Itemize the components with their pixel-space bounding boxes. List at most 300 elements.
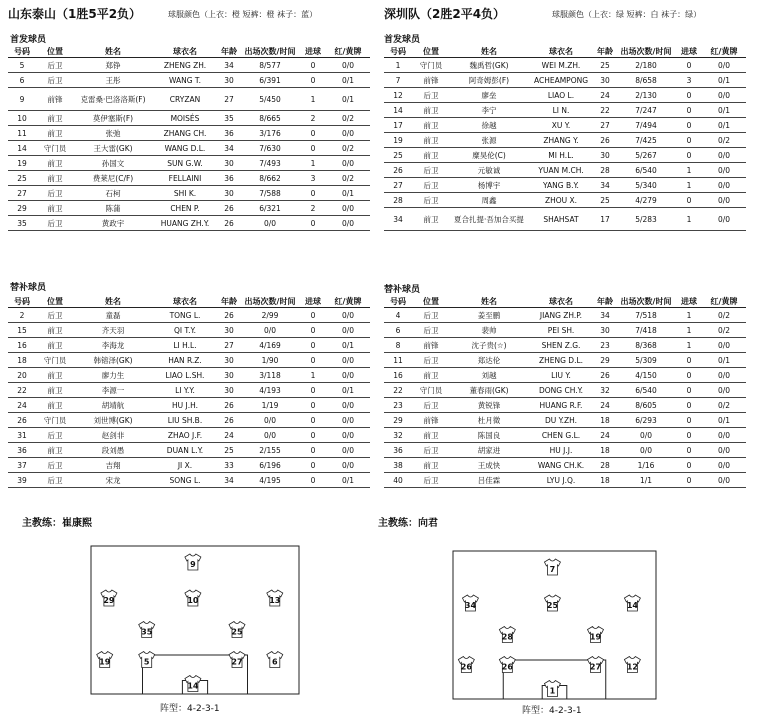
player-number: 28 [501, 632, 513, 642]
table-cell: 0 [676, 413, 702, 428]
table-cell: 1 [676, 163, 702, 178]
player-shirt-icon [267, 590, 283, 606]
column-header: 姓名 [74, 46, 152, 58]
column-header: 位置 [412, 46, 450, 58]
table-cell: 30 [218, 73, 240, 88]
table-row [8, 186, 370, 201]
table-cell: FELLAINI [152, 171, 218, 186]
player-number: 29 [103, 596, 115, 605]
table-cell: 7/588 [240, 186, 300, 201]
table-cell: 后卫 [412, 353, 450, 368]
table-cell: 沈子贵(☆) [450, 338, 528, 353]
right-starters-header-row [384, 46, 746, 58]
table-cell: 董春雨(GK) [450, 383, 528, 398]
column-header: 出场次数/时间 [240, 46, 300, 58]
player-number: 12 [626, 662, 638, 672]
table-cell: 25 [8, 171, 36, 186]
table-cell: ACHEAMPONG [528, 73, 594, 88]
table-cell: 7/518 [616, 308, 676, 323]
table-cell: 0/2 [702, 133, 746, 148]
table-cell: 前锋 [36, 88, 74, 111]
table-cell: 25 [594, 193, 616, 208]
table-cell: 5/450 [240, 88, 300, 111]
table-cell: 26 [384, 163, 412, 178]
table-cell: 6/321 [240, 201, 300, 216]
table-cell: 后卫 [36, 58, 74, 73]
table-cell: 0/1 [702, 118, 746, 133]
table-cell: 0/0 [326, 353, 370, 368]
column-header: 球衣名 [528, 46, 594, 58]
table-cell: 后卫 [412, 398, 450, 413]
table-cell: 0/0 [326, 308, 370, 323]
table-row [8, 88, 370, 111]
table-cell: QI T.Y. [152, 323, 218, 338]
table-cell: 韩镕泽(GK) [74, 353, 152, 368]
table-cell: 莫伊塞斯(F) [74, 111, 152, 126]
column-header: 红/黄牌 [326, 46, 370, 58]
player-shirt-icon [544, 595, 560, 611]
table-cell: 0/0 [702, 58, 746, 73]
table-cell: HUANG ZH.Y. [152, 216, 218, 231]
table-cell: 24 [594, 428, 616, 443]
table-cell: 0 [676, 133, 702, 148]
table-cell: 30 [218, 383, 240, 398]
table-cell: 5 [8, 58, 36, 73]
right-starters-table [384, 46, 746, 231]
table-row [384, 58, 746, 73]
right-coach [378, 514, 438, 529]
table-cell: 29 [384, 413, 412, 428]
table-row [384, 398, 746, 413]
table-cell: 30 [218, 353, 240, 368]
table-cell: 0 [300, 323, 326, 338]
left-subs-table [8, 296, 370, 488]
table-cell: ZHANG Y. [528, 133, 594, 148]
table-cell: 0 [300, 473, 326, 488]
table-cell: 0/0 [326, 201, 370, 216]
right-team-title: 深圳队（2胜2平4负） [384, 7, 506, 21]
table-cell: 1/19 [240, 398, 300, 413]
table-cell: 26 [218, 308, 240, 323]
table-row [384, 163, 746, 178]
table-cell: 36 [8, 443, 36, 458]
table-cell: 8 [384, 338, 412, 353]
table-cell: 杜月徵 [450, 413, 528, 428]
table-cell: 0 [676, 368, 702, 383]
table-cell: 前卫 [36, 383, 74, 398]
table-cell: 李海龙 [74, 338, 152, 353]
table-cell: 0 [300, 428, 326, 443]
table-cell: 8/658 [616, 73, 676, 88]
player-shirt-icon [624, 595, 640, 611]
table-cell: 孙国文 [74, 156, 152, 171]
table-cell: 19 [384, 133, 412, 148]
table-cell: 23 [594, 338, 616, 353]
table-cell: 0 [676, 428, 702, 443]
table-cell: 39 [8, 473, 36, 488]
table-cell: 34 [218, 141, 240, 156]
column-header: 进球 [300, 46, 326, 58]
table-cell: 15 [8, 323, 36, 338]
player-number: 25 [231, 627, 243, 637]
table-cell: 王成快 [450, 458, 528, 473]
table-cell: 廖垒 [450, 88, 528, 103]
table-cell: 26 [594, 133, 616, 148]
player-number: 14 [626, 601, 638, 610]
table-cell: 2/99 [240, 308, 300, 323]
table-cell: 8/577 [240, 58, 300, 73]
table-cell: 34 [594, 308, 616, 323]
table-cell: 11 [8, 126, 36, 141]
left-starters-label: 首发球员 [10, 35, 47, 45]
table-cell: 0/2 [326, 171, 370, 186]
column-header: 号码 [8, 46, 36, 58]
table-cell: 0 [300, 58, 326, 73]
left-coach-label: 主教练： [22, 518, 62, 529]
right-kit-colors: 球服颜色（上衣：绿 短裤：白 袜子：绿） [552, 10, 702, 19]
table-cell: 陈蒲 [74, 201, 152, 216]
table-cell: 0 [300, 73, 326, 88]
table-cell: PEI SH. [528, 323, 594, 338]
table-cell: LI Y.Y. [152, 383, 218, 398]
table-cell: DU Y.ZH. [528, 413, 594, 428]
table-cell: HU J.H. [152, 398, 218, 413]
right-subs-table [384, 296, 746, 488]
table-cell: 7/494 [616, 118, 676, 133]
table-cell: 0/0 [702, 443, 746, 458]
player-shirt-icon [101, 590, 117, 606]
table-cell: 童磊 [74, 308, 152, 323]
column-header: 球衣名 [152, 46, 218, 58]
table-cell: 姜至鹏 [450, 308, 528, 323]
table-cell: 8/605 [616, 398, 676, 413]
table-cell: 0 [300, 126, 326, 141]
table-cell: 前卫 [412, 133, 450, 148]
table-row [8, 443, 370, 458]
player-shirt-icon [185, 676, 201, 692]
player-number: 19 [99, 657, 111, 667]
player-number: 9 [190, 560, 196, 569]
table-cell: 30 [594, 323, 616, 338]
column-header: 姓名 [450, 46, 528, 58]
table-cell: 0 [676, 473, 702, 488]
table-cell: 36 [384, 443, 412, 458]
table-row [384, 208, 746, 231]
left-team-title: 山东泰山（1胜5平2负） [8, 7, 142, 21]
table-cell: 14 [8, 141, 36, 156]
table-cell: HU J.J. [528, 443, 594, 458]
table-cell: 4/150 [616, 368, 676, 383]
table-cell: 35 [218, 111, 240, 126]
table-cell: 36 [218, 126, 240, 141]
table-cell: 18 [594, 413, 616, 428]
table-cell: 1 [676, 208, 702, 231]
table-row [384, 428, 746, 443]
table-cell: SUN G.W. [152, 156, 218, 171]
table-cell: MI H.L. [528, 148, 594, 163]
table-cell: 王彤 [74, 73, 152, 88]
table-cell: 前卫 [412, 148, 450, 163]
table-cell: 吕佳霖 [450, 473, 528, 488]
table-row [8, 216, 370, 231]
table-cell: 张源 [450, 133, 528, 148]
table-cell: 31 [8, 428, 36, 443]
table-cell: 6/196 [240, 458, 300, 473]
table-cell: 前卫 [412, 428, 450, 443]
table-cell: 前卫 [36, 443, 74, 458]
table-cell: 0 [676, 193, 702, 208]
table-cell: 0/1 [326, 73, 370, 88]
table-cell: 0/0 [326, 368, 370, 383]
table-cell: 0/0 [702, 193, 746, 208]
table-cell: 裴帅 [450, 323, 528, 338]
table-row [384, 73, 746, 88]
table-row [384, 413, 746, 428]
column-header: 号码 [384, 46, 412, 58]
table-cell: 0 [676, 88, 702, 103]
table-cell: 0 [676, 148, 702, 163]
player-shirt-icon [139, 652, 155, 668]
table-cell: 27 [8, 186, 36, 201]
table-cell: 14 [384, 103, 412, 118]
table-cell: 8/368 [616, 338, 676, 353]
table-cell: 27 [594, 118, 616, 133]
table-row [8, 428, 370, 443]
table-cell: 0 [676, 118, 702, 133]
table-cell: 8/662 [240, 171, 300, 186]
table-cell: 0 [300, 141, 326, 156]
table-cell: 郑铮 [74, 58, 152, 73]
table-cell: 9 [8, 88, 36, 111]
table-row [8, 353, 370, 368]
player-shirt-icon [185, 590, 201, 606]
table-cell: 34 [384, 208, 412, 231]
table-cell: ZHAO J.F. [152, 428, 218, 443]
table-cell: 王大雷(GK) [74, 141, 152, 156]
column-header: 年龄 [594, 46, 616, 58]
column-header: 号码 [384, 296, 412, 308]
table-cell: 后卫 [36, 73, 74, 88]
table-cell: 3/176 [240, 126, 300, 141]
table-cell: ZHOU X. [528, 193, 594, 208]
table-cell: 0/0 [240, 216, 300, 231]
table-cell: 8/665 [240, 111, 300, 126]
player-number: 27 [231, 657, 243, 667]
table-row [384, 458, 746, 473]
table-cell: 0/0 [326, 413, 370, 428]
player-number: 13 [269, 596, 281, 605]
table-cell: 后卫 [36, 216, 74, 231]
table-cell: 吉翔 [74, 458, 152, 473]
table-cell: 20 [8, 368, 36, 383]
table-cell: 38 [384, 458, 412, 473]
table-cell: 廖力生 [74, 368, 152, 383]
table-cell: 24 [218, 428, 240, 443]
table-cell: 0/0 [702, 368, 746, 383]
player-number: 6 [272, 657, 278, 667]
table-cell: 0 [300, 383, 326, 398]
table-cell: 10 [8, 111, 36, 126]
table-cell: 1 [300, 156, 326, 171]
table-cell: 3 [300, 171, 326, 186]
table-cell: SHAHSAT [528, 208, 594, 231]
table-cell: 0/1 [326, 338, 370, 353]
left-subs-label: 替补球员 [10, 283, 47, 293]
table-cell: 27 [218, 88, 240, 111]
table-cell: 24 [594, 398, 616, 413]
table-cell: 30 [218, 323, 240, 338]
left-formation-label: 阵型：4-2-3-1 [160, 704, 220, 714]
column-header: 出场次数/时间 [616, 296, 676, 308]
left-kit-colors: 球服颜色（上衣：橙 短裤：橙 袜子：蓝） [168, 10, 318, 19]
table-cell: 27 [384, 178, 412, 193]
table-cell: 3 [676, 73, 702, 88]
table-cell: 宋龙 [74, 473, 152, 488]
table-cell: 黄锐锋 [450, 398, 528, 413]
table-cell: 前卫 [36, 398, 74, 413]
table-cell: 0/1 [702, 353, 746, 368]
column-header: 姓名 [74, 296, 152, 308]
table-cell: 元敏诚 [450, 163, 528, 178]
table-cell: 0/1 [326, 473, 370, 488]
table-cell: 守门员 [36, 141, 74, 156]
table-cell: 前锋 [412, 73, 450, 88]
table-cell: 16 [8, 338, 36, 353]
table-cell: 胡家进 [450, 443, 528, 458]
table-cell: 守门员 [36, 413, 74, 428]
table-cell: JI X. [152, 458, 218, 473]
table-cell: 0 [676, 458, 702, 473]
table-cell: 0/0 [702, 383, 746, 398]
table-cell: YUAN M.CH. [528, 163, 594, 178]
table-cell: LIU Y. [528, 368, 594, 383]
column-header: 位置 [36, 46, 74, 58]
table-cell: 30 [594, 148, 616, 163]
table-cell: 前卫 [36, 111, 74, 126]
table-cell: 28 [384, 193, 412, 208]
table-cell: 1/1 [616, 473, 676, 488]
table-cell: 0/0 [326, 323, 370, 338]
table-cell: CHEN G.L. [528, 428, 594, 443]
right-formation-pitch [452, 550, 657, 700]
table-row [384, 323, 746, 338]
table-cell: 前卫 [36, 338, 74, 353]
table-cell: 18 [594, 443, 616, 458]
table-cell: 0 [676, 383, 702, 398]
table-cell: 17 [384, 118, 412, 133]
table-row [384, 443, 746, 458]
table-cell: 30 [218, 156, 240, 171]
table-row [8, 141, 370, 156]
table-cell: ZHANG CH. [152, 126, 218, 141]
table-cell: 后卫 [412, 193, 450, 208]
table-cell: 17 [594, 208, 616, 231]
right-coach-name: 向君 [418, 518, 438, 529]
table-cell: 0/0 [702, 163, 746, 178]
left-starters-table [8, 46, 370, 231]
table-cell: 35 [8, 216, 36, 231]
table-cell: 30 [594, 73, 616, 88]
table-cell: 0/2 [702, 308, 746, 323]
column-header: 进球 [300, 296, 326, 308]
column-header: 球衣名 [152, 296, 218, 308]
right-coach-label: 主教练： [378, 518, 418, 529]
table-cell: 前卫 [36, 201, 74, 216]
table-cell: 33 [218, 458, 240, 473]
table-cell: 黄政宇 [74, 216, 152, 231]
table-cell: 前卫 [36, 171, 74, 186]
table-cell: 克雷桑·巴洛洛斯(F) [74, 88, 152, 111]
table-cell: 29 [594, 353, 616, 368]
column-header: 年龄 [594, 296, 616, 308]
table-cell: 5/267 [616, 148, 676, 163]
table-cell: 0 [676, 443, 702, 458]
table-cell: 前卫 [412, 118, 450, 133]
table-cell: 2/180 [616, 58, 676, 73]
table-cell: 1 [300, 88, 326, 111]
table-cell: SHI K. [152, 186, 218, 201]
table-cell: 后卫 [412, 308, 450, 323]
table-cell: 0 [300, 413, 326, 428]
table-cell: 34 [594, 178, 616, 193]
table-cell: 26 [218, 201, 240, 216]
table-cell: 24 [594, 88, 616, 103]
table-cell: 34 [218, 58, 240, 73]
table-cell: 5/309 [616, 353, 676, 368]
table-cell: 2 [300, 201, 326, 216]
table-cell: 6 [8, 73, 36, 88]
table-row [384, 473, 746, 488]
player-shirt-icon [544, 681, 560, 697]
player-shirt-icon [458, 657, 474, 673]
table-cell: 6/540 [616, 383, 676, 398]
table-cell: 0/0 [240, 413, 300, 428]
table-cell: ZHENG ZH. [152, 58, 218, 73]
table-cell: 0 [676, 103, 702, 118]
player-number: 1 [549, 686, 556, 696]
table-cell: 0/0 [326, 398, 370, 413]
table-cell: 11 [384, 353, 412, 368]
table-cell: 27 [218, 338, 240, 353]
table-cell: 李源一 [74, 383, 152, 398]
table-cell: 19 [8, 156, 36, 171]
table-cell: 0/0 [702, 208, 746, 231]
table-cell: 前卫 [36, 126, 74, 141]
table-cell: 40 [384, 473, 412, 488]
table-cell: 后卫 [412, 473, 450, 488]
player-shirt-icon [97, 652, 113, 668]
table-row [384, 338, 746, 353]
table-cell: 前卫 [36, 156, 74, 171]
column-header: 年龄 [218, 296, 240, 308]
table-cell: HAN R.Z. [152, 353, 218, 368]
table-cell: 0/2 [326, 111, 370, 126]
table-row [384, 353, 746, 368]
left-coach [22, 514, 92, 529]
table-cell: 刘越 [450, 368, 528, 383]
table-cell: 张弛 [74, 126, 152, 141]
table-row [384, 103, 746, 118]
table-cell: 4/193 [240, 383, 300, 398]
table-row [8, 73, 370, 88]
table-cell: YANG B.Y. [528, 178, 594, 193]
column-header: 位置 [412, 296, 450, 308]
table-cell: 0 [300, 353, 326, 368]
table-cell: 0/0 [616, 428, 676, 443]
table-cell: SHEN Z.G. [528, 338, 594, 353]
table-cell: 1 [676, 308, 702, 323]
table-cell: 后卫 [412, 163, 450, 178]
